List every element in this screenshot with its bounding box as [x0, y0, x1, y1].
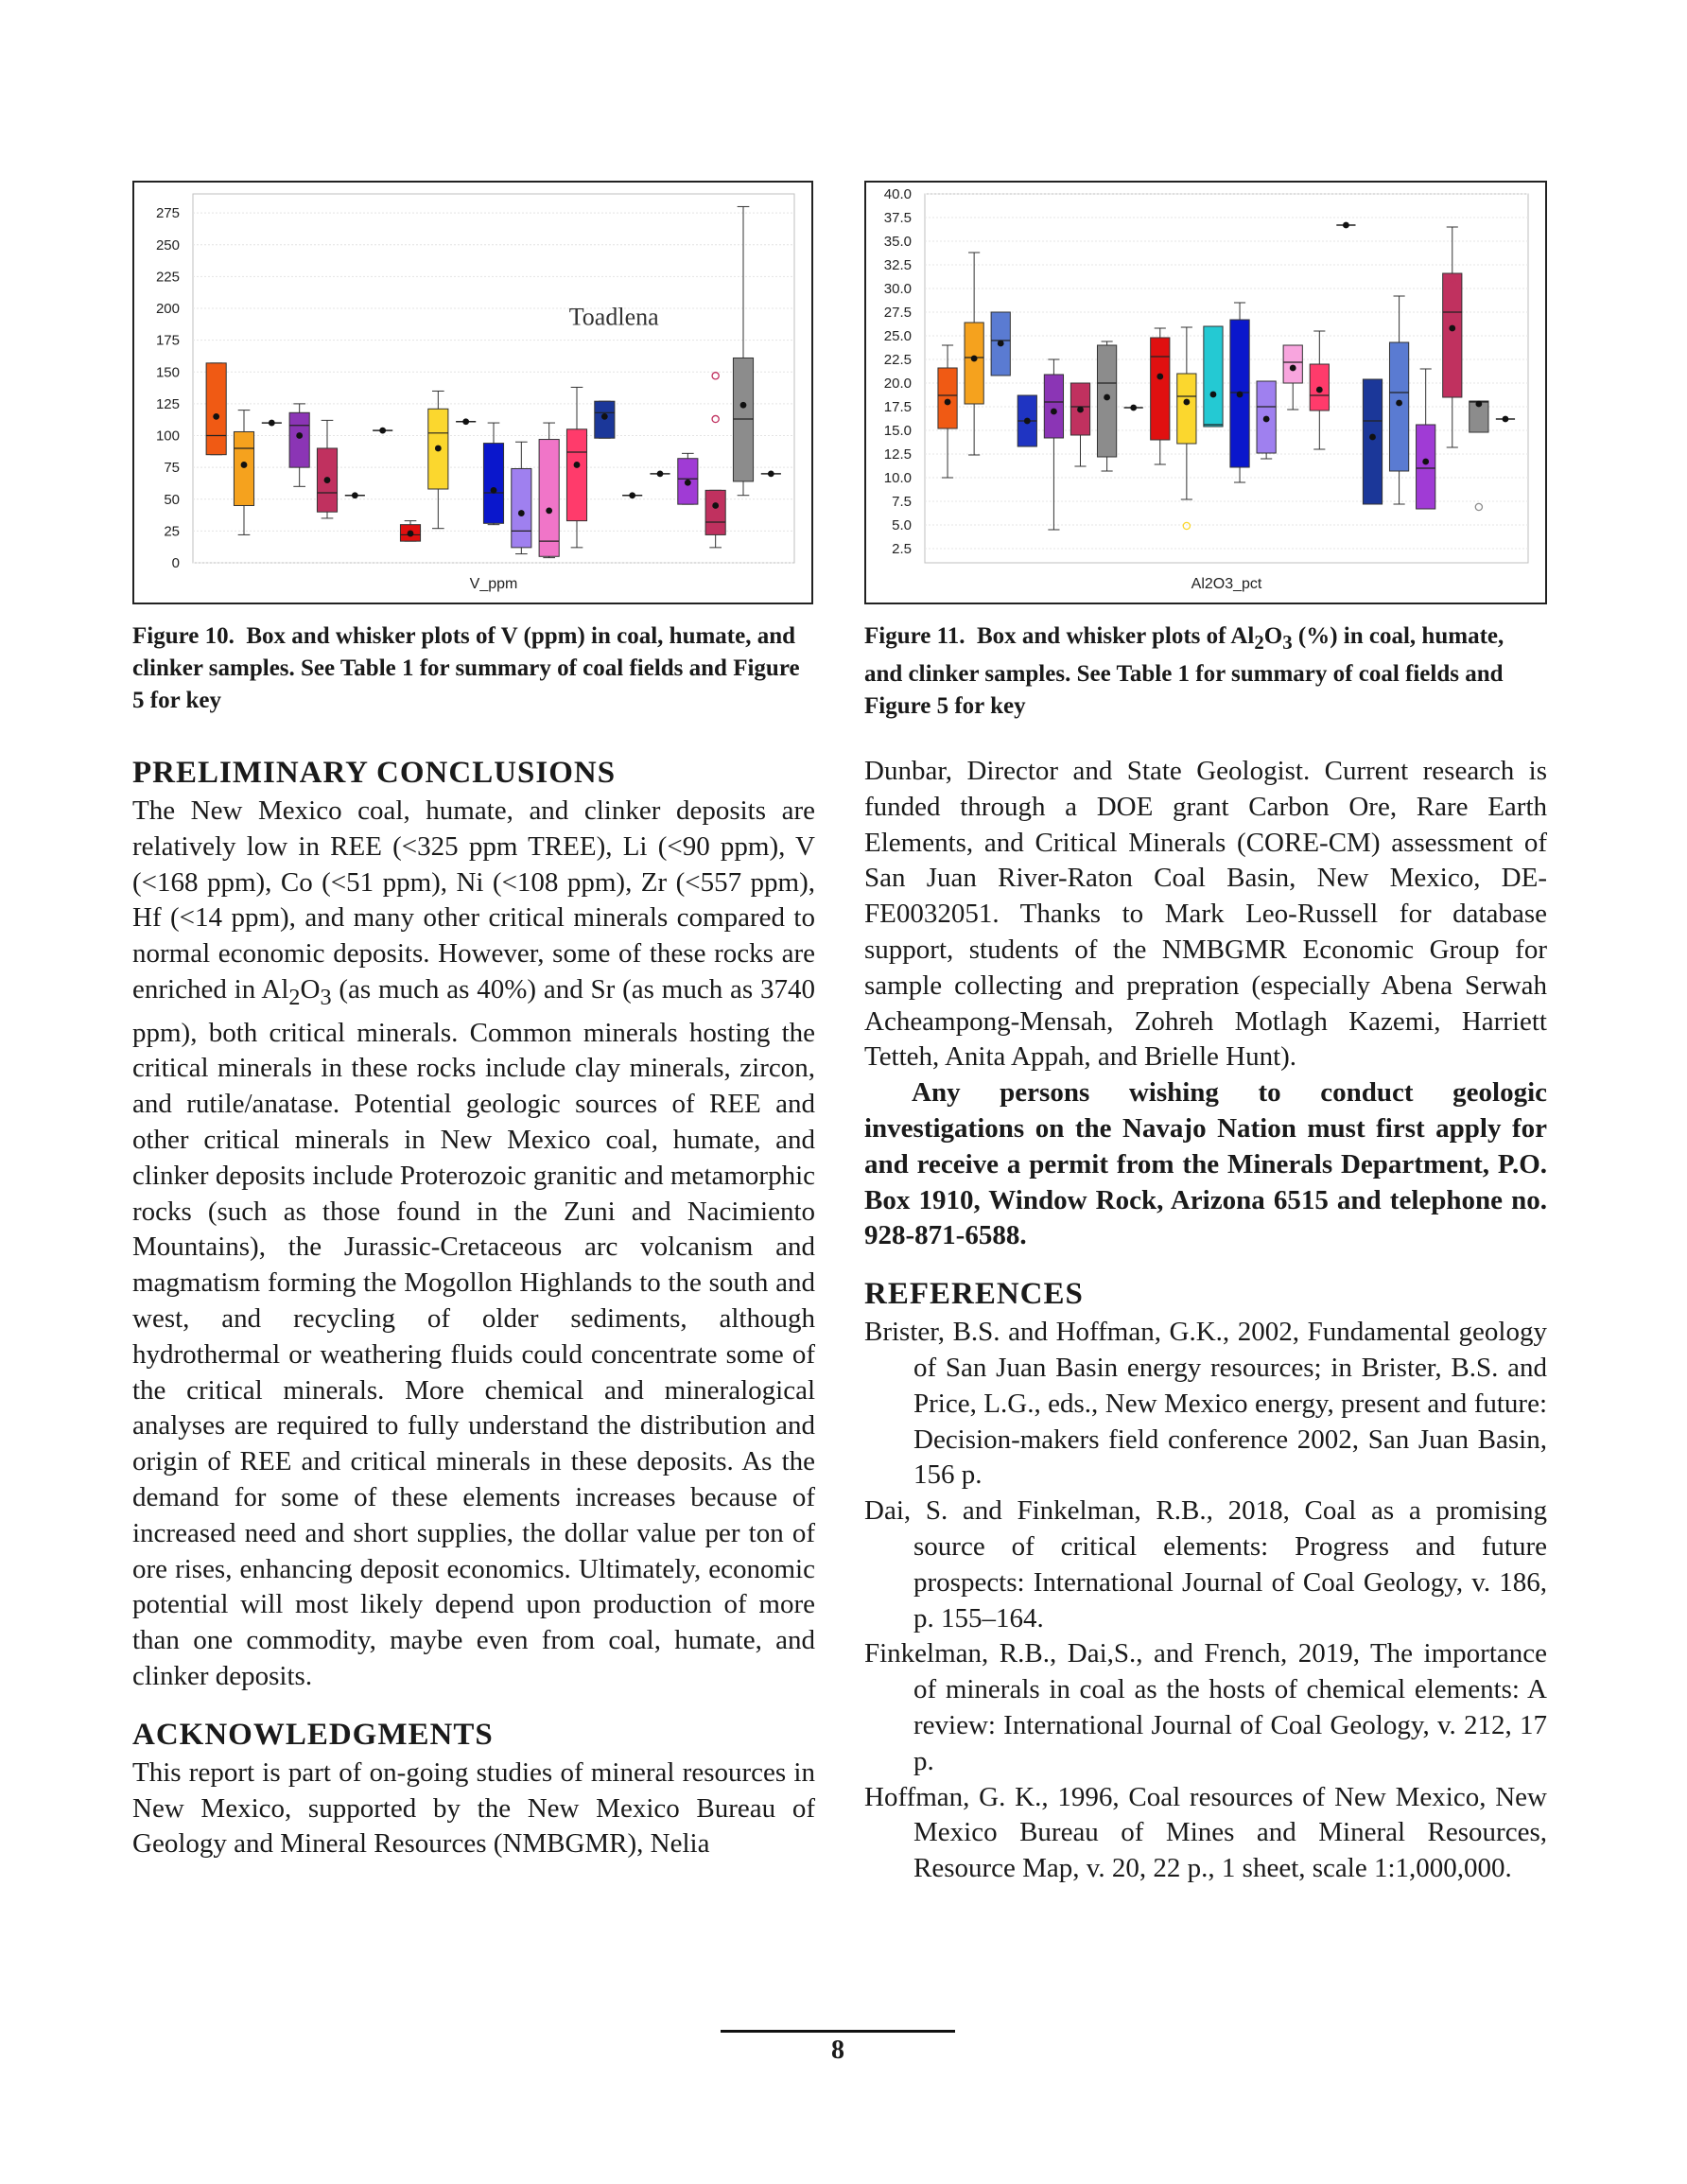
mean-point	[1051, 409, 1057, 415]
mean-point	[1449, 325, 1455, 332]
mean-point	[213, 413, 219, 420]
y-tick-label: 32.5	[883, 257, 912, 273]
y-tick-label: 225	[155, 269, 180, 286]
y-tick-label: 275	[155, 205, 180, 222]
plot-area	[925, 194, 1528, 563]
mean-point	[546, 507, 552, 514]
box	[566, 429, 586, 521]
box	[512, 468, 531, 547]
mean-point	[1104, 394, 1110, 401]
mean-point	[629, 492, 635, 498]
box	[1177, 374, 1196, 444]
left-text-column	[132, 754, 815, 1862]
box-group	[206, 363, 226, 455]
y-tick-label: 12.5	[883, 446, 912, 463]
mean-point	[462, 418, 469, 425]
box-group	[1230, 303, 1249, 482]
reference-entry: Finkelman, R.B., Dai,S., and French, 2019, The importance of minerals in coal as the hosts of chemical elements: A review: International Journal of Coal Geology, v. 212, 17 p.	[864, 1638, 1547, 1776]
page-footer-rule	[721, 2030, 955, 2033]
y-tick-label: 37.5	[883, 210, 912, 226]
box	[733, 358, 753, 480]
mean-point	[1316, 387, 1323, 393]
box	[1044, 375, 1063, 438]
box	[1417, 425, 1435, 509]
v-ppm-box-plot	[134, 183, 811, 603]
y-tick-label: 0	[171, 555, 180, 571]
box-group	[1017, 395, 1036, 446]
y-tick-label: 150	[155, 364, 180, 381]
mean-point	[657, 470, 664, 477]
reference-entry: Brister, B.S. and Hoffman, G.K., 2002, Fundamental geology of San Juan Basin energy resources; in Brister, B.S. and Price, L.G., eds., New Mexico energy, present and future: Decision-makers field conference 2002, San Juan Basin, 156 p.	[864, 1317, 1547, 1491]
box-group	[678, 453, 698, 504]
mean-point	[241, 462, 248, 468]
y-tick-label: 5.0	[892, 517, 912, 533]
page-number: 8	[831, 2035, 844, 2065]
box	[938, 368, 957, 428]
mean-point	[1077, 407, 1084, 413]
box	[483, 444, 503, 524]
x-axis-label: V_ppm	[469, 576, 518, 592]
mean-point	[740, 402, 747, 409]
mean-point	[685, 480, 691, 486]
y-tick-label: 75	[164, 460, 180, 477]
box	[1151, 338, 1170, 440]
y-tick-label: 50	[164, 491, 180, 508]
y-tick-label: 200	[155, 301, 180, 318]
permit-notice: Any persons wishing to conduct geologic investigations on the Navajo Nation must first apply for and receive a permit from the Minerals Department, P.O. Box 1910, Window Rock, Arizona 6515 and telephone no. 928-871-6588.	[864, 1077, 1547, 1251]
y-tick-label: 175	[155, 332, 180, 349]
y-tick-label: 25	[164, 523, 180, 540]
mean-point	[601, 413, 608, 420]
right-text-column	[864, 754, 1547, 1887]
box-group	[1257, 381, 1276, 459]
y-tick-label: 40.0	[883, 186, 912, 202]
box-group	[1363, 379, 1382, 504]
box	[1204, 326, 1223, 427]
chart-annotation: Toadlena	[568, 303, 659, 331]
y-tick-label: 15.0	[883, 423, 912, 439]
mean-point	[324, 477, 331, 483]
box	[705, 490, 725, 534]
figure-11-chart	[864, 181, 1547, 604]
mean-point	[1369, 434, 1376, 441]
y-tick-label: 25.0	[883, 328, 912, 344]
mean-point	[1503, 416, 1509, 423]
mean-point	[998, 341, 1004, 347]
mean-point	[1343, 222, 1349, 229]
box-group	[539, 423, 559, 558]
figure-10-caption: Figure 10. Box and whisker plots of V (ppm) in coal, humate, and clinker samples. See Table 1 for summary of coal fields and Figure 5 for key	[132, 623, 800, 713]
y-tick-label: 35.0	[883, 234, 912, 250]
box	[206, 363, 226, 455]
mean-point	[491, 487, 497, 494]
box-group	[1097, 341, 1116, 471]
mean-point	[1422, 459, 1429, 465]
y-tick-label: 2.5	[892, 541, 912, 557]
mean-point	[768, 470, 774, 477]
mean-point	[1183, 399, 1190, 406]
body-paragraph: Dunbar, Director and State Geologist. Current research is funded through a DOE grant Carbon Ore, Rare Earth Elements, and Critical Minerals (CORE-CM) assessment of San Juan River-Raton Coal Basin, New Mexico, DE-FE0032051. Thanks to Mark Leo-Russell for database support, students of the NMBGMR Economic Group for sample collecting and prepration (especially Abena Serwah Acheampong-Mensah, Zohreh Motlagh Kazemi, Harriett Tetteh, Anita Appah, and Brielle Hunt).	[864, 756, 1547, 1073]
section-heading: ACKNOWLEDGMENTS	[132, 1717, 494, 1752]
mean-point	[574, 462, 581, 468]
y-tick-label: 27.5	[883, 305, 912, 321]
body-paragraph: The New Mexico coal, humate, and clinker deposits are relatively low in REE (<325 ppm TREE), Li (<90 ppm), V (<168 ppm), Co (<51 ppm), Ni (<108 ppm), Zr (<557 ppm), Hf (<14 ppm), and many other critical minerals compared to normal economic deposits. However, some of these rocks are enriched in $Al_2O_3$ (as much as 40%) and Sr (as much as 3740 ppm), both critical minerals. Common minerals hosting the critical minerals in these rocks include clay minerals, zircon, and rutile/anatase. Potential geologic sources of REE and other critical minerals in New Mexico coal, humate, and clinker deposits include Proterozoic granitic and metamorphic rocks (such as those found in the Zuni and Nacimiento Mountains), the Jurassic-Cretaceous arc volcanism and magmatism forming the Mogollon Highlands to the south and west, and recycling of older sediments, although hydrothermal or weathering fluids could concentrate some of the critical minerals. More chemical and mineralogical analyses are required to fully understand the distribution and origin of REE and critical minerals in these deposits. As the demand for some of these elements increases because of increased need and short supplies, the dollar value per ton of ore rises, enhancing deposit economics. Ultimately, economic potential will most likely depend upon production of more than one commodity, maybe even from coal, humate, and clinker deposits.	[132, 795, 815, 1691]
mean-point	[296, 432, 303, 439]
mean-point	[269, 420, 275, 427]
mean-point	[1263, 416, 1270, 423]
box	[965, 323, 983, 404]
mean-point	[1396, 400, 1402, 407]
box	[1097, 345, 1116, 457]
figure-10-chart	[132, 181, 813, 604]
section-heading: REFERENCES	[864, 1277, 1084, 1312]
mean-point	[1475, 401, 1482, 408]
mean-point	[379, 428, 386, 434]
mean-point	[1024, 418, 1031, 425]
y-tick-label: 250	[155, 236, 180, 253]
box	[289, 412, 309, 467]
y-tick-label: 22.5	[883, 352, 912, 368]
box-group	[1204, 326, 1223, 427]
box	[1389, 342, 1408, 471]
box-group	[991, 312, 1010, 376]
y-tick-label: 17.5	[883, 399, 912, 415]
mean-point	[518, 510, 525, 516]
y-tick-label: 30.0	[883, 281, 912, 297]
al2o3-pct-box-plot	[866, 183, 1545, 603]
figure-11-caption: Figure 11. Box and whisker plots of $Al_2O_3$ (%) in coal, humate, and clinker samples. See Table 1 for summary of coal fields and Figure 5 for key	[864, 623, 1504, 719]
x-axis-label: Al2O3_pct	[1191, 576, 1262, 592]
mean-point	[352, 492, 358, 498]
mean-point	[1290, 365, 1296, 372]
y-tick-label: 100	[155, 428, 180, 445]
box	[1363, 379, 1382, 504]
mean-point	[435, 446, 442, 452]
box	[1443, 273, 1462, 397]
y-tick-label: 7.5	[892, 494, 912, 510]
mean-point	[1237, 392, 1244, 398]
box	[1283, 345, 1302, 383]
body-paragraph: This report is part of on-going studies of mineral resources in New Mexico, supported by the New Mexico Bureau of Geology and Mineral Resources (NMBGMR), Nelia	[132, 1756, 815, 1860]
reference-entry: Hoffman, G. K., 1996, Coal resources of New Mexico, New Mexico Bureau of Mines and Mineral Resources, Resource Map, v. 20, 22 p., 1 sheet, scale 1:1,000,000.	[864, 1781, 1547, 1884]
box	[539, 440, 559, 557]
y-tick-label: 125	[155, 395, 180, 412]
reference-entry: Dai, S. and Finkelman, R.B., 2018, Coal as a promising source of critical elements: Progress and future prospects: International Journal of Coal Geology, v. 186, p. 155–164.	[864, 1495, 1547, 1634]
section-heading: PRELIMINARY CONCLUSIONS	[132, 756, 617, 790]
mean-point	[971, 356, 978, 362]
y-tick-label: 20.0	[883, 376, 912, 392]
y-tick-label: 10.0	[883, 470, 912, 486]
mean-point	[945, 399, 951, 406]
mean-point	[1210, 392, 1217, 398]
mean-point	[1157, 374, 1163, 380]
mean-point	[712, 502, 719, 509]
mean-point	[408, 531, 414, 537]
box-group	[595, 401, 615, 438]
box	[234, 431, 253, 505]
mean-point	[1130, 405, 1137, 411]
